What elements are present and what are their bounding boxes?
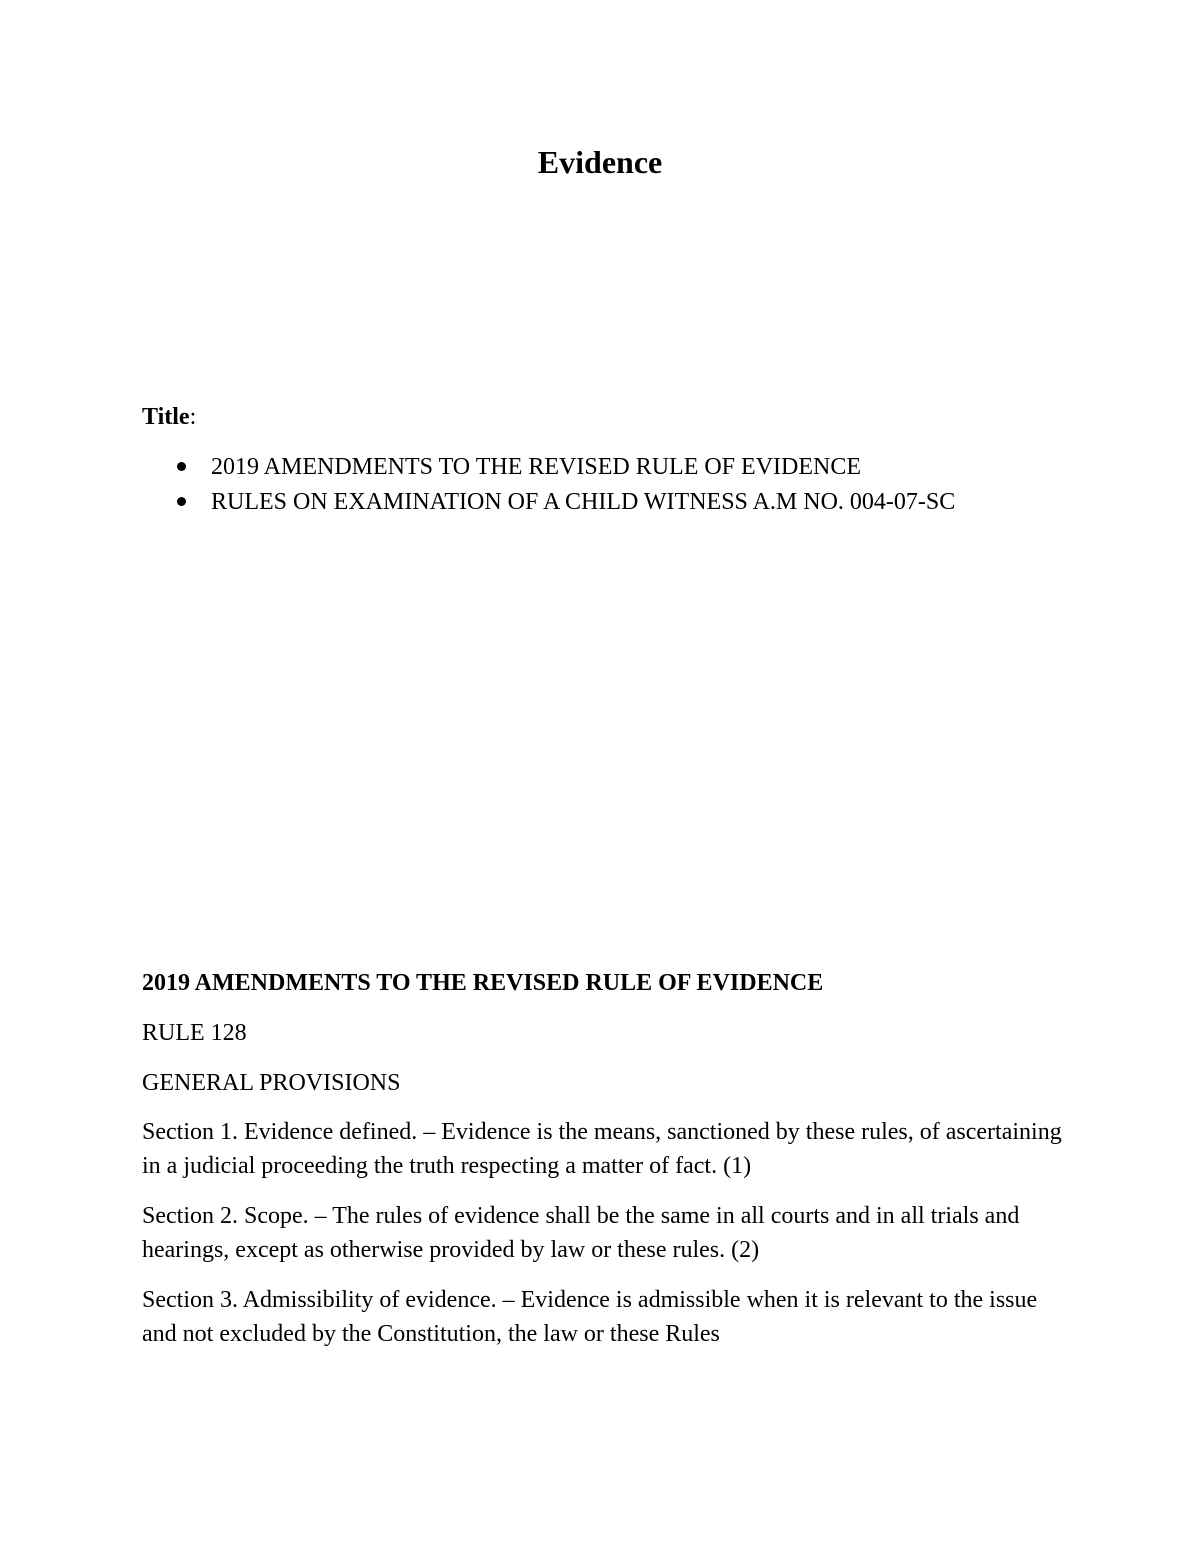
section-heading: 2019 AMENDMENTS TO THE REVISED RULE OF EVIDENCE (142, 970, 824, 996)
title-label-colon: : (189, 404, 197, 430)
title-label-text: Title (142, 404, 190, 430)
rule-number: RULE 128 (142, 1020, 247, 1046)
bullet-item (142, 485, 1042, 519)
document-title: Evidence (537, 144, 663, 180)
bullet-dot-icon (177, 497, 186, 506)
bullet-item (142, 450, 1042, 484)
bullet-dot-icon (177, 462, 186, 471)
title-label (142, 400, 196, 434)
section-1-paragraph: Section 1. Evidence defined. – Evidence is the means, sanctioned by these rules, of ascertaining in a judicial proceeding the truth respecting a matter of fact. (1) (142, 1119, 1062, 1179)
section-2-paragraph: Section 2. Scope. – The rules of evidence shall be the same in all courts and in all trials and hearings, except as otherwise provided by law or these rules. (2) (142, 1203, 1020, 1263)
bullet-item-text: RULES ON EXAMINATION OF A CHILD WITNESS A.M NO. 004-07-SC (211, 489, 956, 515)
bullet-item-text: 2019 AMENDMENTS TO THE REVISED RULE OF EVIDENCE (211, 454, 862, 480)
rule-title: GENERAL PROVISIONS (142, 1070, 401, 1096)
section-3-paragraph: Section 3. Admissibility of evidence. – Evidence is admissible when it is relevant to the issue and not excluded by the Constitution, the law or these Rules (142, 1287, 1038, 1347)
title-bullet-list (142, 450, 1042, 520)
